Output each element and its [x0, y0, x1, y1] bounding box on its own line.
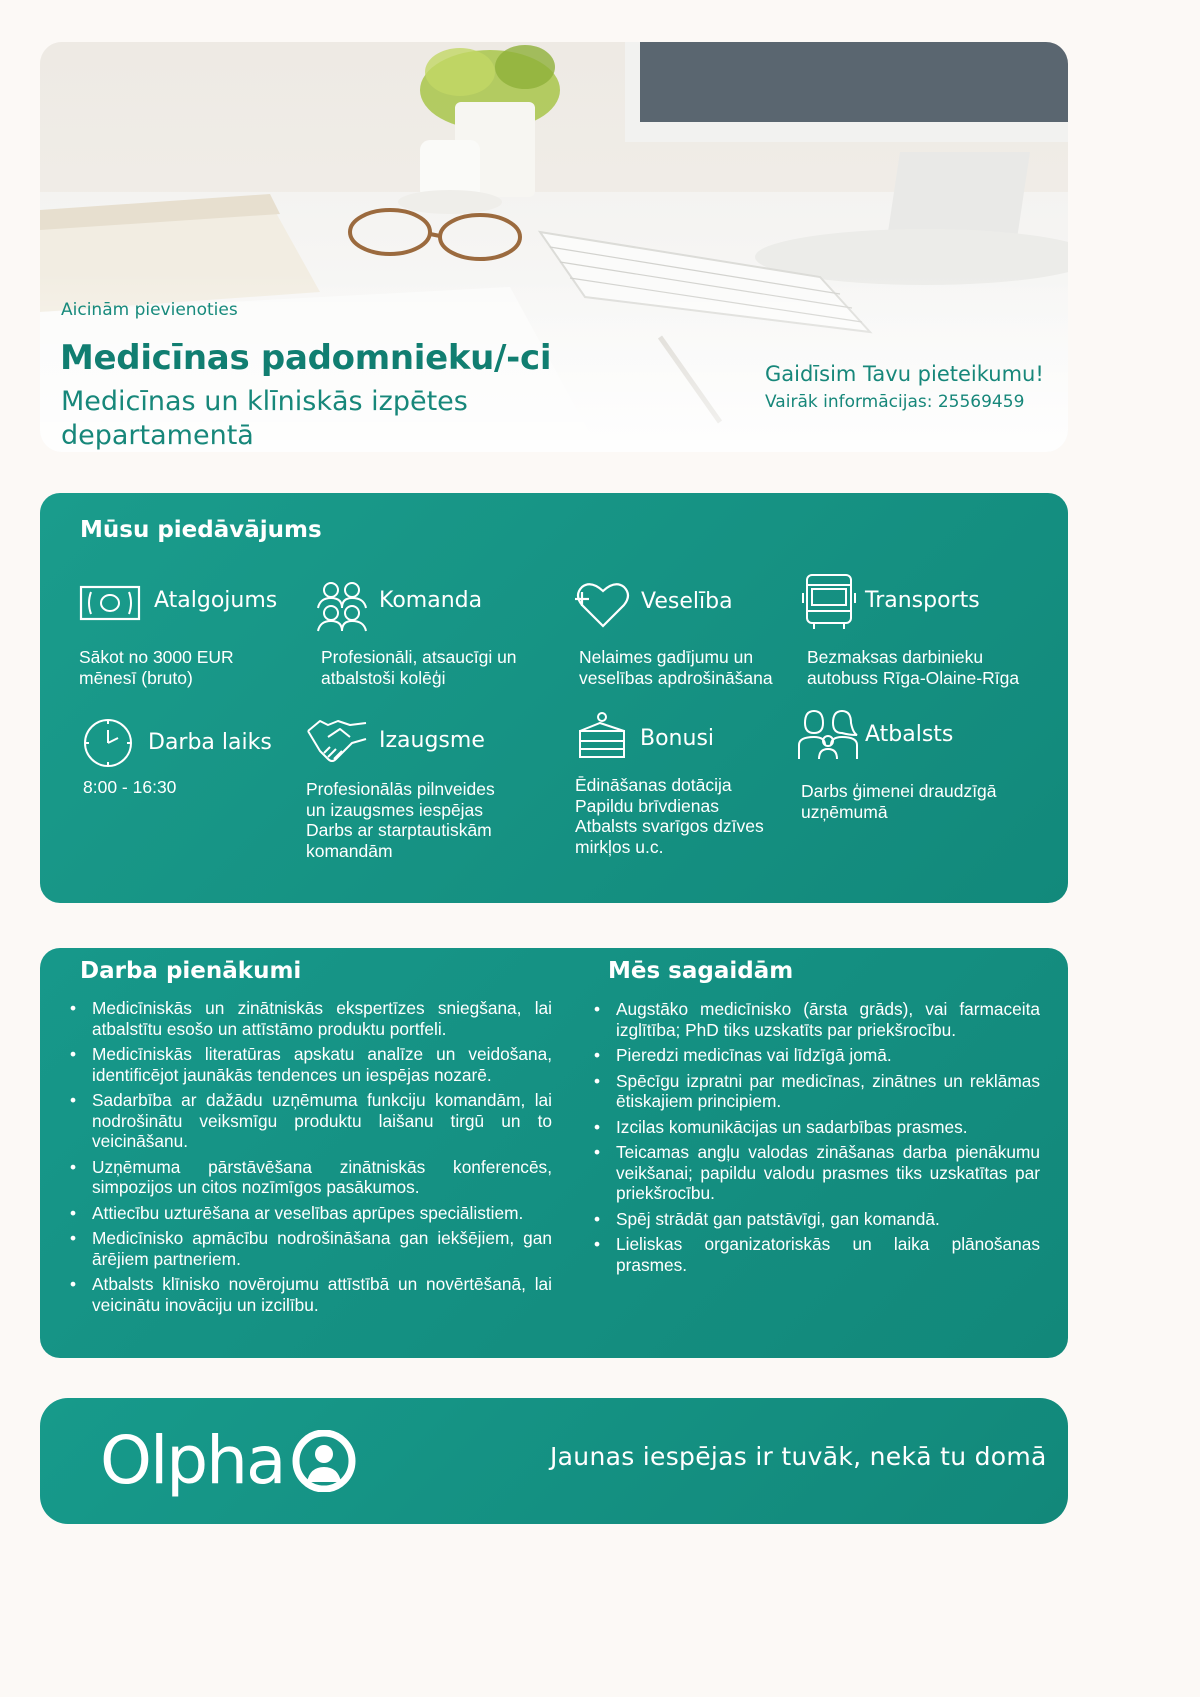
- benefit-desc: Nelaimes gadījumu un veselības apdrošināšana: [579, 647, 773, 688]
- list-item: • Medicīniskās un zinātniskās ekspertīzes sniegšana, lai atbalstītu esošo un attīstāmo produktu portfeli.: [70, 998, 552, 1039]
- benefit-desc: Bezmaksas darbinieku autobuss Rīga-Olaine-Rīga: [807, 647, 1020, 688]
- benefit-name: Bonusi: [640, 726, 715, 751]
- list-item: • Teicamas angļu valodas zināšanas darba pienākumu veikšanai; papildu valodu prasmes tiks uzskatītas par priekšrocību.: [594, 1142, 1040, 1203]
- benefit-desc: Ēdināšanas dotācija Papildu brīvdienas Atbalsts svarīgos dzīves mirkļos u.c.: [575, 775, 764, 857]
- duties-heading: Darba pienākumi: [80, 958, 302, 984]
- team-icon: [315, 579, 369, 633]
- list-item: • Spēcīgu izpratni par medicīnas, zinātnes un reklāmas ētiskajiem principiem.: [594, 1070, 1040, 1111]
- expectations-list: [590, 999, 1040, 1280]
- application-cta: Gaidīsim Tavu pieteikumu!: [765, 362, 1044, 386]
- department-subtitle: Medicīnas un klīniskās izpētes departamentā: [61, 386, 468, 451]
- benefit-name: Komanda: [379, 588, 483, 613]
- benefit-name: Izaugsme: [379, 728, 485, 753]
- heart-plus-icon: [573, 581, 631, 629]
- job-title: Medicīnas padomnieku/-ci: [60, 338, 552, 378]
- list-item: • Spēj strādāt gan patstāvīgi, gan komandā.: [594, 1208, 940, 1229]
- expectations-heading: Mēs sagaidām: [608, 958, 794, 984]
- list-item: • Attiecību uzturēšana ar veselības aprūpes speciālistiem.: [70, 1202, 524, 1223]
- hero-banner: [40, 42, 1068, 452]
- benefit-desc: Profesionāli, atsaucīgi un atbalstoši kolēģi: [321, 647, 517, 688]
- benefit-desc: Sākot no 3000 EUR mēnesī (bruto): [79, 647, 234, 688]
- list-item: • Medicīnisko apmācību nodrošināšana gan iekšējiem, gan ārējiem partneriem.: [70, 1228, 552, 1269]
- logo-wordmark: Olpha: [100, 1422, 285, 1499]
- contact-phone: Vairāk informācijas: 25569459: [765, 392, 1025, 412]
- banknote-icon: [79, 583, 141, 623]
- benefit-name: Veselība: [641, 589, 733, 614]
- list-item: • Izcilas komunikācijas un sadarbības prasmes.: [594, 1116, 968, 1137]
- logo-person-icon: [288, 1430, 360, 1492]
- footer-tagline: Jaunas iespējas ir tuvāk, nekā tu domā: [550, 1442, 1047, 1471]
- benefit-name: Atbalsts: [865, 722, 954, 747]
- benefit-desc: Profesionālās pilnveides un izaugsmes iespējas Darbs ar starptautiskām komandām: [306, 779, 495, 861]
- list-item: • Augstāko medicīnisko (ārsta grāds), vai farmaceita izglītība; PhD tiks uzskatīts par priekšrocību.: [594, 999, 1040, 1040]
- offer-heading: Mūsu piedāvājums: [80, 517, 322, 543]
- cake-icon: [576, 711, 628, 761]
- benefit-desc: 8:00 - 16:30: [83, 777, 177, 797]
- benefit-name: Atalgojums: [154, 588, 278, 613]
- handshake-icon: [306, 715, 368, 767]
- footer-banner: [40, 1398, 1068, 1524]
- hero-kicker: Aicinām pievienoties: [61, 300, 238, 320]
- requirements-panel: [40, 948, 1068, 1358]
- family-icon: [797, 709, 859, 761]
- benefit-desc: Darbs ģimenei draudzīgā uzņēmumā: [801, 781, 997, 822]
- list-item: • Atbalsts klīnisko novērojumu attīstībā un novērtēšanā, lai veicinātu inovāciju un izcilību.: [70, 1274, 552, 1315]
- duties-list: [66, 998, 552, 1320]
- clock-icon: [82, 717, 134, 769]
- bus-icon: [800, 573, 858, 631]
- list-item: • Medicīniskās literatūras apskatu analīze un veidošana, identificējot jaunākās tendences un iespējas nozarē.: [70, 1044, 552, 1085]
- list-item: • Lieliskas organizatoriskās un laika plānošanas prasmes.: [594, 1234, 1040, 1275]
- list-item: • Sadarbība ar dažādu uzņēmuma funkciju komandām, lai nodrošinātu veiksmīgu produktu laišanu tirgū un to veicināšanu.: [70, 1090, 552, 1151]
- list-item: • Pieredzi medicīnas vai līdzīgā jomā.: [594, 1045, 892, 1065]
- benefit-name: Transports: [865, 588, 980, 613]
- benefit-name: Darba laiks: [148, 730, 272, 755]
- offer-panel: [40, 493, 1068, 903]
- list-item: • Uzņēmuma pārstāvēšana zinātniskās konferencēs, simpozijos un citos nozīmīgos pasākumos.: [70, 1156, 552, 1197]
